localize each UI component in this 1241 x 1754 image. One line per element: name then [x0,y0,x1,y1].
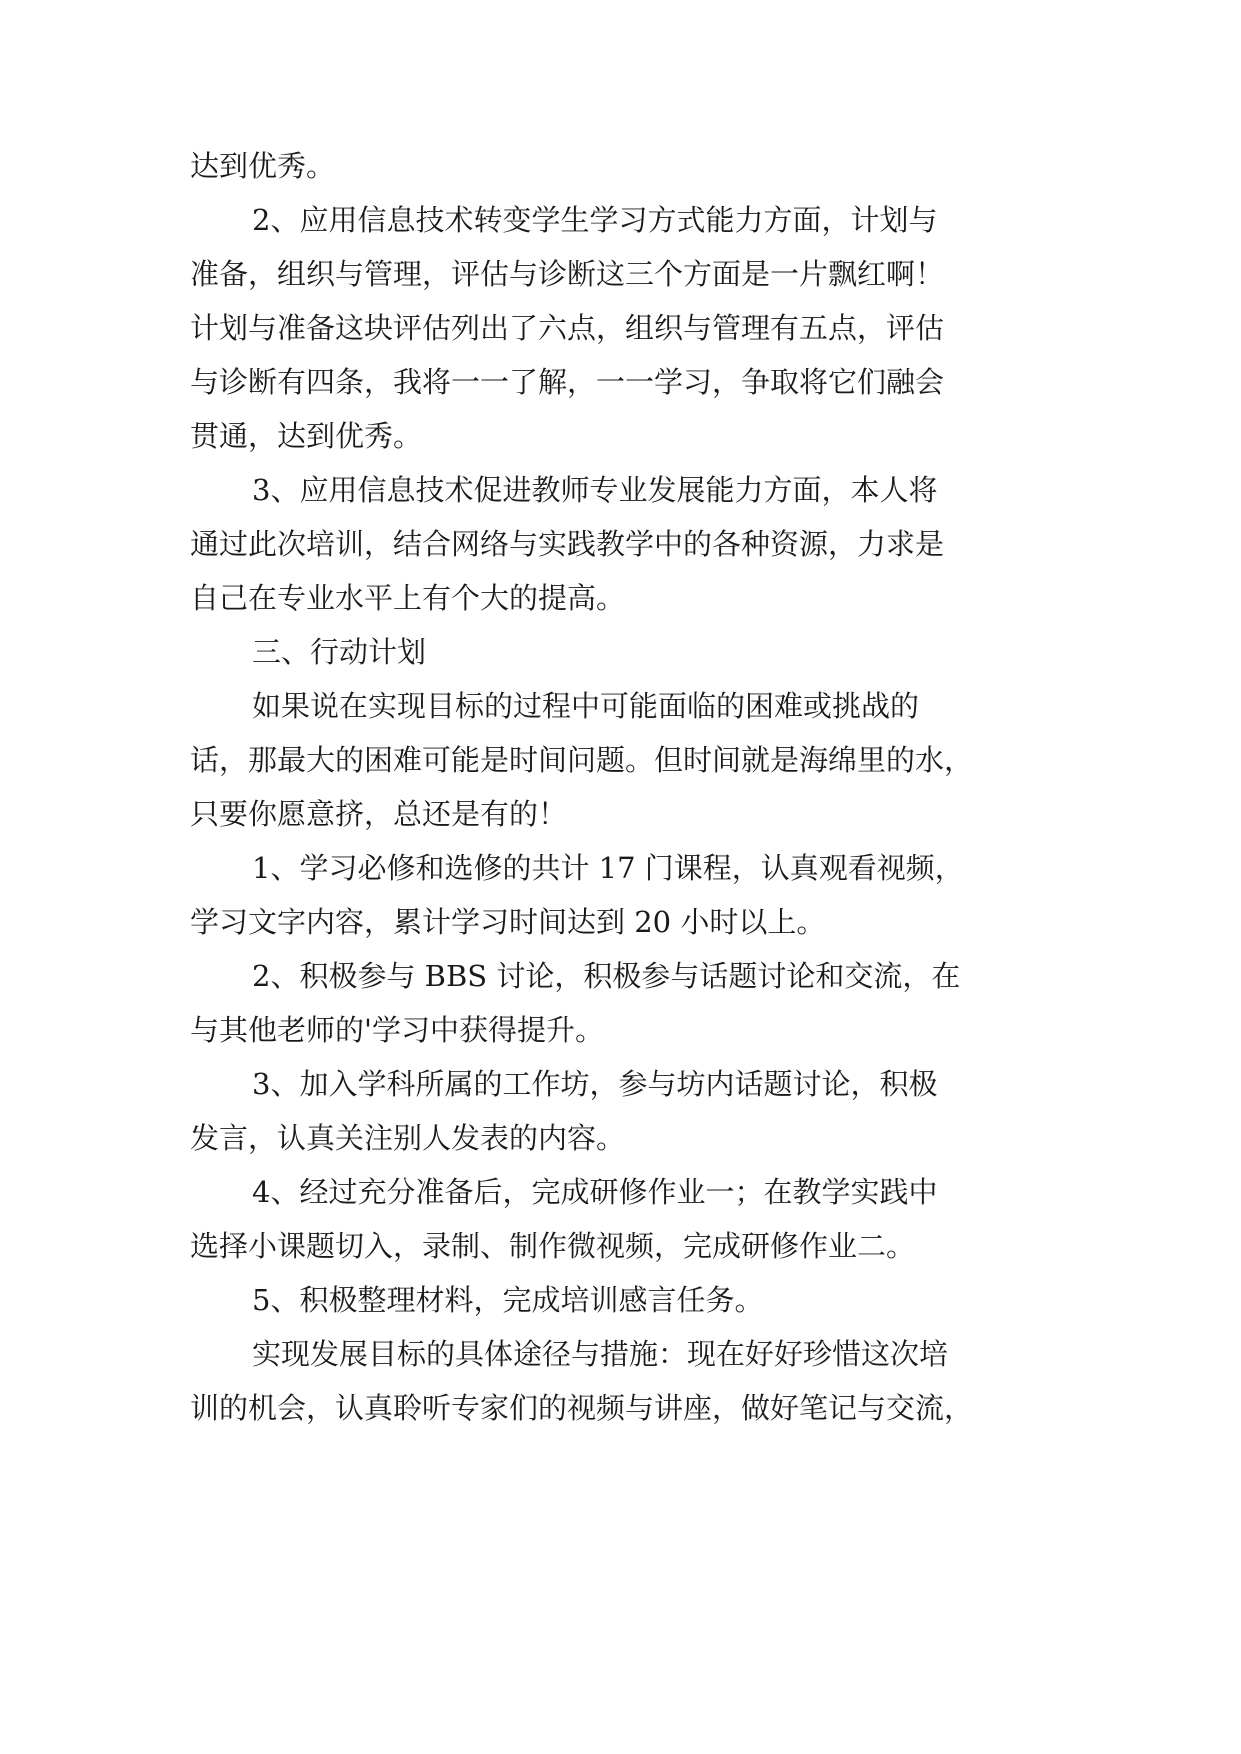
text-line [0,1118,1241,1158]
text-line [0,578,1241,618]
text-line-content: 如果说在实现目标的过程中可能面临的困难或挑战的 [252,689,920,723]
text-line [0,1280,1241,1320]
text-line [0,794,1241,834]
text-line [0,1388,1241,1428]
text-line [0,146,1241,186]
section-heading-text: 三、行动计划 [252,635,427,669]
text-line [0,362,1241,402]
text-line-content: 准备，组织与管理，评估与诊断这三个方面是一片飘红啊！ [190,257,945,291]
text-line [0,200,1241,240]
text-line [0,416,1241,456]
text-line-content: 自己在专业水平上有个大的提高。 [190,581,626,615]
section-heading [0,632,1241,672]
text-line [0,1010,1241,1050]
text-line [0,1226,1241,1266]
text-line-content: 1、学习必修和选修的共计 17 门课程，认真观看视频， [252,851,964,885]
text-line-content: 只要你愿意挤，总还是有的！ [190,797,568,831]
text-line-content: 与诊断有四条，我将一一了解，一一学习，争取将它们融会 [190,365,945,399]
text-line [0,902,1241,942]
text-line-content: 与其他老师的'学习中获得提升。 [190,1013,604,1047]
text-line-content: 2、积极参与 BBS 讨论，积极参与话题讨论和交流，在 [252,959,961,993]
text-line [0,848,1241,888]
text-line [0,254,1241,294]
text-line-content: 发言，认真关注别人发表的内容。 [190,1121,626,1155]
text-line-content: 实现发展目标的具体途径与措施：现在好好珍惜这次培 [252,1337,949,1371]
text-line [0,686,1241,726]
text-line [0,956,1241,996]
text-line-content: 计划与准备这块评估列出了六点，组织与管理有五点，评估 [190,311,945,345]
text-line [0,1172,1241,1212]
text-line-content: 3、加入学科所属的工作坊，参与坊内话题讨论，积极 [252,1067,938,1101]
text-line-content: 5、积极整理材料，完成培训感言任务。 [252,1283,764,1317]
text-line [0,524,1241,564]
text-line-content: 3、应用信息技术促进教师专业发展能力方面，本人将 [252,473,938,507]
text-line-content: 训的机会，认真聆听专家们的视频与讲座，做好笔记与交流， [190,1391,974,1425]
text-line-content: 学习文字内容，累计学习时间达到 20 小时以上。 [190,905,826,939]
text-line [0,1334,1241,1374]
text-line-content: 贯通，达到优秀。 [190,419,423,453]
text-line-content: 通过此次培训，结合网络与实践教学中的各种资源，力求是 [190,527,945,561]
text-line-content: 4、经过充分准备后，完成研修作业一；在教学实践中 [252,1175,938,1209]
text-line-content: 选择小课题切入，录制、制作微视频，完成研修作业二。 [190,1229,916,1263]
text-line [0,740,1241,780]
text-line-content: 话，那最大的困难可能是时间问题。但时间就是海绵里的水， [190,743,974,777]
text-line-content: 达到优秀。 [190,149,336,183]
text-line [0,308,1241,348]
text-line [0,1064,1241,1104]
text-line-content: 2、应用信息技术转变学生学习方式能力方面，计划与 [252,203,938,237]
text-line [0,470,1241,510]
